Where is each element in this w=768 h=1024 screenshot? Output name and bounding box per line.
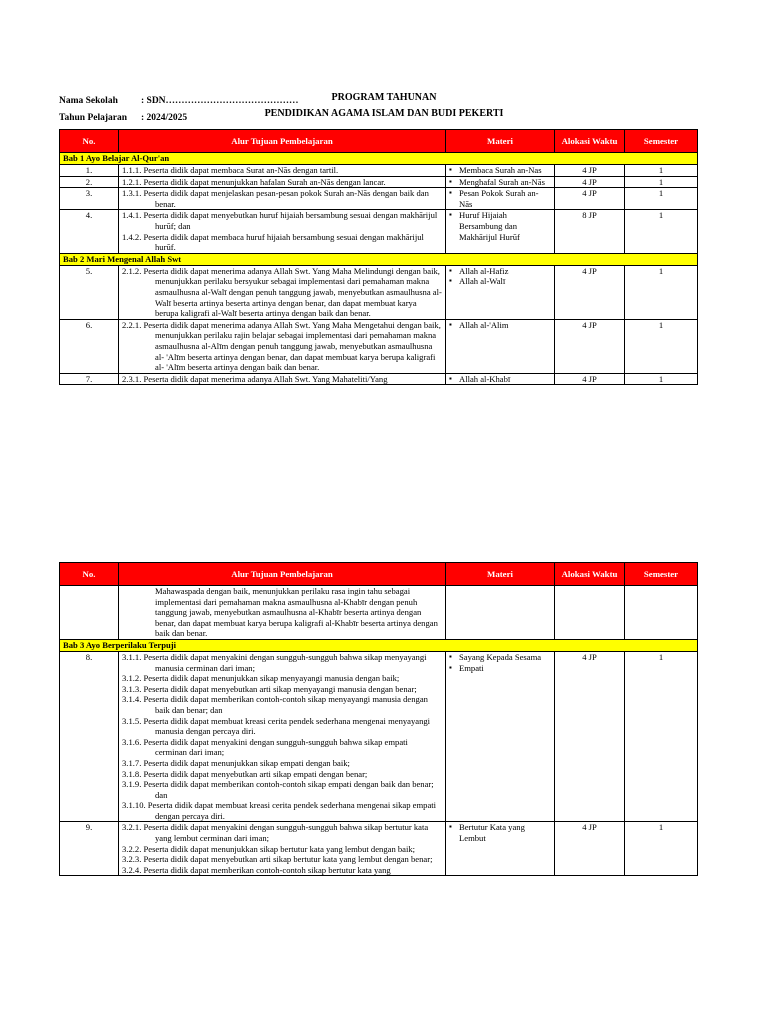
cell-semester: 1 (625, 165, 698, 177)
cell-no: 9. (60, 822, 119, 876)
cell-materi (446, 188, 555, 210)
cell-alokasi: 4 JP (555, 651, 625, 822)
objective-item: 3.2.3. Peserta didik dapat menyebutkan arti sikap bertutur kata yang lembut dengan benar; (122, 854, 433, 865)
header-materi: Materi (446, 563, 555, 586)
objective-item: 3.1.8. Peserta didik dapat menyebutkan arti sikap empati dengan benar; (122, 768, 368, 779)
year-label: Tahun Pelajaran (59, 113, 128, 123)
objective-item: 2.1.2. Peserta didik dapat menerima adanya Allah Swt. Yang Maha Melindungi dengan baik, menunjukkan perilaku bersyukur sebagai implementasi dari pemahaman makna asmaulhusna al-Walī dengan penuh tanggung jawab, menyebutkan asmaulhusna al-Walī beserta artinya beserta artinya dengan benar, dan dapat membuat karya berupa kaligrafi al-Walī beserta artinya dengan baik dan benar. (122, 265, 442, 319)
materi-item: ▪ Empati (449, 663, 551, 674)
cell-continuation (119, 586, 446, 640)
cell-materi (446, 586, 555, 640)
cell-semester: 1 (625, 265, 698, 319)
school-label: Nama Sekolah (59, 96, 118, 106)
cell-alokasi: 4 JP (555, 822, 625, 876)
table-row (60, 822, 698, 876)
objective-item: 3.1.1. Peserta didik dapat menyakini dengan sungguh-sungguh bahwa sikap menyayangi manusia cerminan dari iman; (122, 651, 427, 673)
header-alokasi: Alokasi Waktu (555, 563, 625, 586)
cell-semester: 1 (625, 651, 698, 822)
cell-no: 3. (60, 188, 119, 210)
materi-item: ▪ Allah al-Walī (449, 276, 551, 287)
cell-alokasi: 4 JP (555, 176, 625, 188)
header-no: No. (60, 563, 119, 586)
document-title: PROGRAM TAHUNAN (331, 92, 437, 103)
materi-item: ▪ Sayang Kepada Sesama (449, 652, 551, 663)
cell-materi (446, 210, 555, 253)
cell-materi (446, 176, 555, 188)
materi-item: ▪ Membaca Surah an-Nas (449, 165, 551, 176)
chapter-title: Bab 3 Ayo Berperilaku Terpuji (60, 639, 698, 651)
table-row (60, 373, 698, 385)
cell-atp (119, 210, 446, 253)
cell-alokasi: 4 JP (555, 373, 625, 385)
cell-alokasi: 4 JP (555, 319, 625, 373)
cell-atp (119, 176, 446, 188)
table-header-row (60, 563, 698, 586)
cell-materi (446, 165, 555, 177)
objective-item: 3.1.6. Peserta didik dapat menyakini dengan sungguh-sungguh bahwa sikap empati cerminan dari iman; (122, 736, 408, 758)
materi-item: ▪ Allah al-Hafiz (449, 266, 551, 277)
objective-item: 3.2.1. Peserta didik dapat menyakini dengan sungguh-sungguh bahwa sikap bertutur kata yang lembut cerminan dari iman; (122, 822, 429, 844)
year-value: : 2024/2025 (141, 113, 188, 123)
table-row (60, 165, 698, 177)
chapter-row (60, 639, 698, 651)
objective-item: 1.1.1. Peserta didik dapat membaca Surat an-Nās dengan tartil. (122, 165, 339, 175)
cell-semester: 1 (625, 373, 698, 385)
cell-no: 7. (60, 373, 119, 385)
cell-semester: 1 (625, 822, 698, 876)
objective-item: 3.2.4. Peserta didik dapat memberikan contoh-contoh sikap bertutur kata yang (122, 864, 391, 875)
cell-alokasi: 8 JP (555, 210, 625, 253)
table-header-row (60, 130, 698, 153)
objective-item: 1.4.1. Peserta didik dapat menyebutkan huruf hijaiah bersambung sesuai dengan makhārijul hurūf; dan (122, 210, 438, 231)
school-year-row (59, 113, 187, 123)
cell-semester: 1 (625, 188, 698, 210)
document-subtitle: PENDIDIKAN AGAMA ISLAM DAN BUDI PEKERTI (264, 108, 504, 119)
header-semester: Semester (625, 130, 698, 153)
objective-item: 3.1.9. Peserta didik dapat memberikan contoh-contoh sikap empati dengan baik dan benar; dan (122, 779, 434, 800)
objective-item: 3.1.4. Peserta didik dapat memberikan contoh-contoh sikap menyayangi manusia dengan baik dan benar; dan (122, 694, 428, 715)
objective-item: 1.3.1. Peserta didik dapat menjelaskan pesan-pesan pokok Surah an-Nās dengan baik dan benar. (122, 188, 429, 209)
materi-item: ▪ Allah al-Khabī (449, 374, 551, 385)
header-alokasi: Alokasi Waktu (555, 130, 625, 153)
objective-item: 1.2.1. Peserta didik dapat menunjukkan hafalan Surah an-Nās dengan lancar. (122, 176, 386, 187)
objective-item: 3.2.2. Peserta didik dapat menunjukkan sikap bertutur kata yang lembut dengan baik; (122, 843, 416, 854)
objective-item: 3.1.10. Peserta didik dapat membuat kreasi cerita pendek sederhana mengenai sikap empati dengan percaya diri. (122, 800, 437, 821)
cell-alokasi: 4 JP (555, 265, 625, 319)
cell-semester: 1 (625, 319, 698, 373)
cell-atp (119, 188, 446, 210)
cell-atp (119, 165, 446, 177)
header-atp: Alur Tujuan Pembelajaran (119, 130, 446, 153)
cell-no: 8. (60, 651, 119, 822)
cell-semester: 1 (625, 210, 698, 253)
program-table-page-1 (59, 129, 698, 385)
cell-atp (119, 822, 446, 876)
header-no: No. (60, 130, 119, 153)
cell-semester: 1 (625, 176, 698, 188)
program-table-page-2 (59, 562, 698, 876)
materi-item: ▪ Allah al-'Alim (449, 320, 551, 331)
table-row (60, 319, 698, 373)
objective-item: 3.1.5. Peserta didik dapat membuat kreasi cerita pendek sederhana mengenai menyayangi manusia dengan percaya diri. (122, 715, 431, 737)
cell-materi (446, 822, 555, 876)
header-materi: Materi (446, 130, 555, 153)
objective-item: 3.1.3. Peserta didik dapat menyebutkan arti sikap menyayangi manusia dengan benar; (122, 683, 417, 694)
table-row (60, 188, 698, 210)
cell-materi (446, 265, 555, 319)
cell-semester (625, 586, 698, 640)
cell-atp (119, 373, 446, 385)
cell-atp (119, 265, 446, 319)
chapter-row (60, 253, 698, 265)
school-name-row (59, 96, 299, 106)
school-value: : SDN…………………………………… (141, 96, 299, 106)
objective-item: 3.1.7. Peserta didik dapat menunjukkan sikap empati dengan baik; (122, 757, 350, 768)
objective-item: 1.4.2. Peserta didik dapat membaca huruf hijaiah bersambung sesuai dengan makhārijul hurūf. (122, 231, 424, 253)
cell-no: 1. (60, 165, 119, 177)
cell-atp (119, 651, 446, 822)
table-row (60, 651, 698, 822)
cell-no (60, 586, 119, 640)
table-row (60, 176, 698, 188)
cell-no: 2. (60, 176, 119, 188)
objective-item: 2.3.1. Peserta didik dapat menerima adanya Allah Swt. Yang Mahateliti/Yang (122, 373, 388, 384)
table-row (60, 210, 698, 253)
cell-alokasi: 4 JP (555, 165, 625, 177)
cell-materi (446, 651, 555, 822)
header-semester: Semester (625, 563, 698, 586)
cell-no: 5. (60, 265, 119, 319)
continuation-text: Mahawaspada dengan baik, menunjukkan perilaku rasa ingin tahu sebagai implementasi dari pemahaman makna asmaulhusna al-Khabīr dengan penuh tanggung jawab, menyebutkan asmaulhusna al-Khabīr beserta artinya dengan benar, dan dapat membuat karya berupa kaligrafi al-Khabīr beserta artinya dengan baik dan benar. (155, 586, 438, 639)
objective-item: 3.1.2. Peserta didik dapat menunjukkan sikap menyayangi manusia dengan baik; (122, 673, 400, 684)
cell-materi (446, 373, 555, 385)
continuation-row (60, 586, 698, 640)
materi-item: ▪ Pesan Pokok Surah an-Nās (449, 188, 551, 209)
materi-item: ▪ Huruf Hijaiah Bersambung dan Makhārijul Hurūf (449, 210, 551, 242)
table-row (60, 265, 698, 319)
objective-item: 2.2.1. Peserta didik dapat menerima adanya Allah Swt. Yang Maha Mengetahui dengan baik, menunjukkan perilaku rajin belajar sebagai implementasi dari pemahaman makna asmaulhusna al-Alīm dengan penuh tanggung jawab, menyebutkan asmaulhusna al- 'Alīm beserta artinya dengan benar, dan dapat membuat karya berupa kaligrafi al- 'Alīm beserta artinya dengan baik dan benar. (122, 319, 441, 373)
cell-alokasi (555, 586, 625, 640)
cell-no: 6. (60, 319, 119, 373)
chapter-title: Bab 1 Ayo Belajar Al-Qur'an (60, 153, 698, 165)
header-atp: Alur Tujuan Pembelajaran (119, 563, 446, 586)
cell-alokasi: 4 JP (555, 188, 625, 210)
cell-no: 4. (60, 210, 119, 253)
cell-materi (446, 319, 555, 373)
chapter-row (60, 153, 698, 165)
materi-item: ▪ Bertutur Kata yang Lembut (449, 822, 551, 843)
chapter-title: Bab 2 Mari Mengenal Allah Swt (60, 253, 698, 265)
materi-item: ▪ Menghafal Surah an-Nās (449, 177, 551, 188)
cell-atp (119, 319, 446, 373)
